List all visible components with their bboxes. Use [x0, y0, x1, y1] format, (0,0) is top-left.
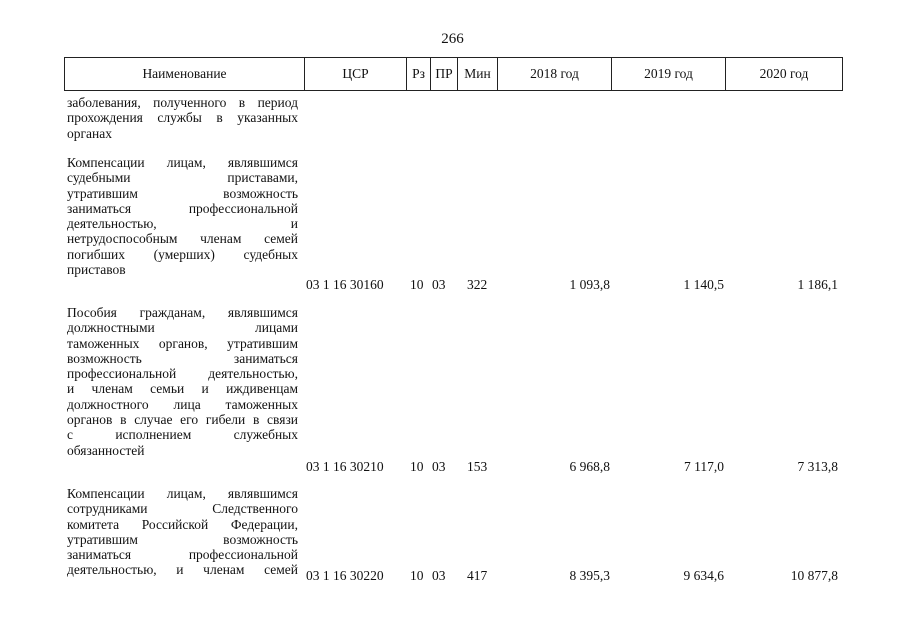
header-csr: ЦСР	[305, 58, 407, 90]
desc-line: прохождения службы в указанных	[67, 110, 298, 126]
table-header	[64, 57, 843, 91]
rz-code: 10	[410, 459, 424, 474]
value-2019: 9 634,6	[683, 568, 724, 583]
value-2019: 7 117,0	[684, 459, 724, 474]
desc-line: заболевания, полученного в период	[67, 95, 298, 110]
csr-code: 03 1 16 30210	[306, 459, 384, 474]
desc-line: заниматься профессиональной	[67, 547, 298, 563]
pr-code: 03	[432, 459, 446, 474]
pr-code: 03	[432, 568, 446, 583]
min-code: 322	[467, 277, 488, 292]
desc-line: возможность заниматься	[67, 350, 298, 366]
rz-code: 10	[410, 568, 424, 583]
header-rz: Рз	[407, 58, 431, 90]
header-min: Мин	[458, 58, 498, 90]
value-2020: 1 186,1	[797, 277, 838, 292]
header-2020: 2020 год	[759, 66, 809, 81]
desc-line: судебными приставами,	[67, 170, 298, 186]
header-name: Наименование	[65, 58, 305, 90]
desc-line: обязанностей	[67, 442, 145, 458]
csr-code: 03 1 16 30160	[306, 277, 384, 292]
row-description	[67, 155, 298, 277]
min-code: 417	[467, 568, 488, 583]
desc-line: должностного лица таможенных	[67, 396, 298, 412]
value-2018: 8 395,3	[569, 568, 610, 583]
header-pr: ПР	[431, 58, 458, 90]
desc-line: погибших (умерших) судебных	[67, 246, 298, 262]
desc-line: утратившим возможность	[67, 531, 298, 547]
desc-line: таможенных органов, утратившим	[67, 335, 298, 351]
value-2018: 6 968,8	[569, 459, 610, 474]
desc-line: деятельностью, и	[67, 216, 298, 232]
desc-line: профессиональной деятельностью,	[67, 366, 298, 382]
csr-code: 03 1 16 30220	[306, 568, 384, 583]
row-description	[67, 95, 298, 141]
desc-line: утратившим возможность	[67, 185, 298, 201]
desc-line: заниматься профессиональной	[67, 200, 298, 216]
rz-code: 10	[410, 277, 424, 292]
value-2019: 1 140,5	[683, 277, 724, 292]
desc-line: органов в случае его гибели в связи	[67, 412, 298, 428]
value-2020: 10 877,8	[790, 568, 838, 583]
desc-line: приставов	[67, 262, 126, 278]
value-2018: 1 093,8	[569, 277, 610, 292]
min-code: 153	[467, 459, 488, 474]
value-2020: 7 313,8	[797, 459, 838, 474]
desc-line: Компенсации лицам, являвшимся	[67, 486, 298, 501]
desc-line: комитета Российской Федерации,	[67, 516, 298, 532]
desc-line: органах	[67, 125, 112, 141]
page-number: 266	[441, 31, 464, 47]
desc-line: Компенсации лицам, являвшимся	[67, 155, 298, 170]
row-description	[67, 305, 298, 458]
header-2019: 2019 год	[612, 58, 726, 90]
desc-line: должностными лицами	[67, 320, 298, 336]
desc-line: Пособия гражданам, являвшимся	[67, 305, 298, 320]
row-description	[67, 486, 298, 578]
desc-line: и членам семьи и иждивенцам	[67, 381, 298, 397]
desc-line: с исполнением служебных	[67, 427, 298, 443]
header-2018: 2018 год	[498, 58, 612, 90]
desc-line: нетрудоспособным членам семей	[67, 231, 298, 247]
desc-line: деятельностью, и членам семей	[67, 562, 298, 578]
desc-line: сотрудниками Следственного	[67, 501, 298, 517]
pr-code: 03	[432, 277, 446, 292]
